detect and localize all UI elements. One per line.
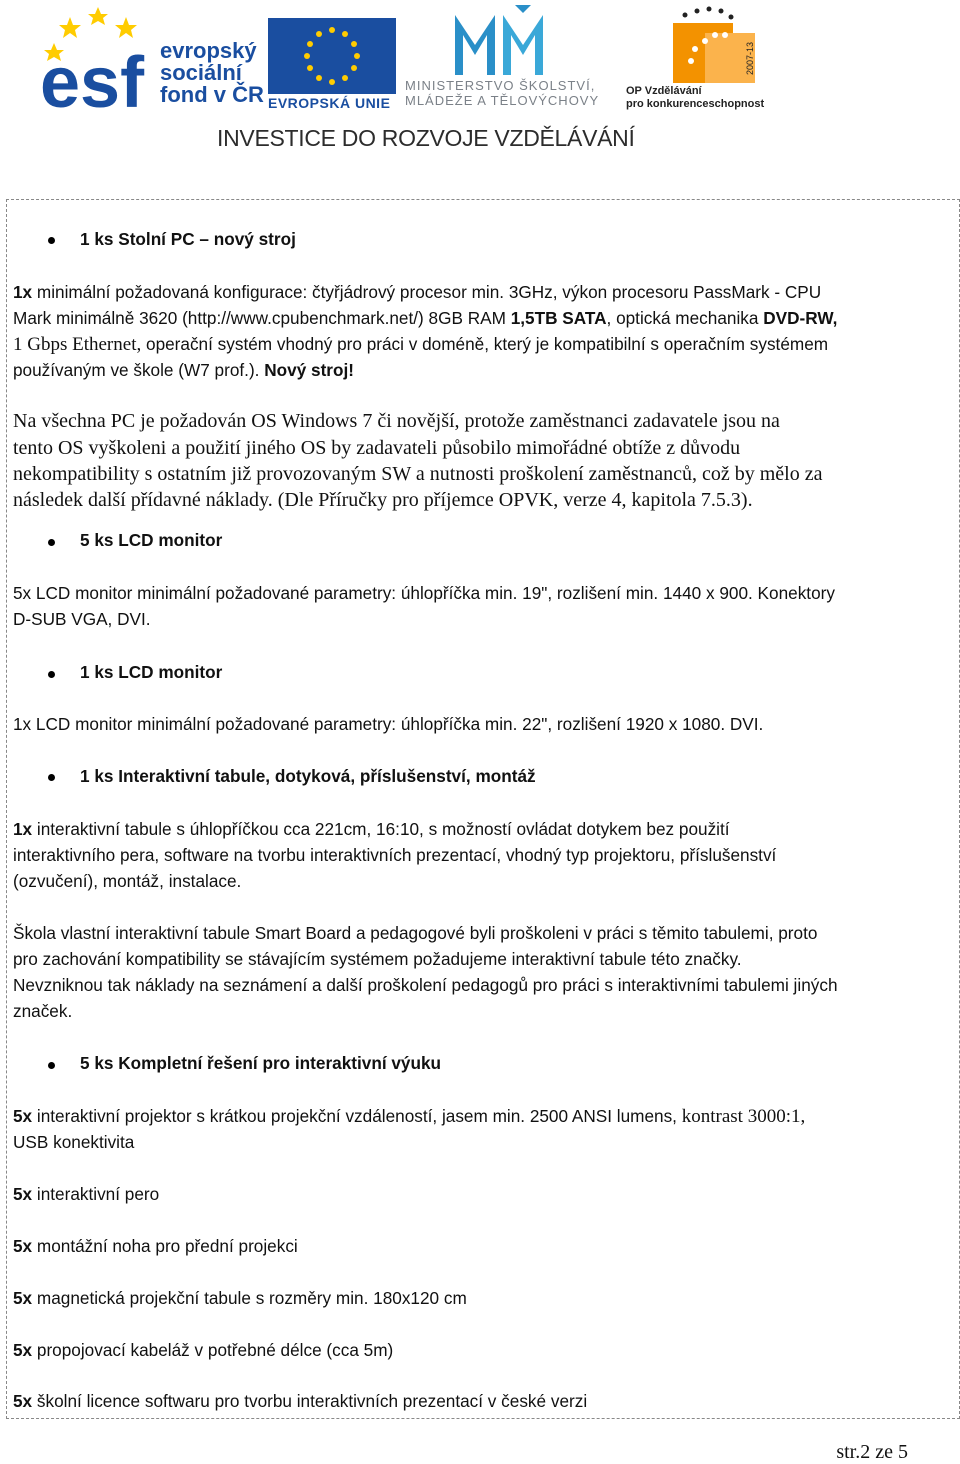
svg-text:esf: esf: [40, 43, 145, 115]
os-note-line-4: následek další přídavné náklady. (Dle Příručky pro příjemce OPVK, verze 4, kapitola 7.5.3).: [13, 489, 753, 511]
kit-item: 5x montážní noha pro přední projekci: [13, 1236, 298, 1256]
board-line-3: (ozvučení), montáž, instalace.: [13, 871, 242, 891]
section-heading-lcd1: 1 ks LCD monitor: [80, 662, 223, 682]
board-line-2: interaktivního pera, software na tvorbu interaktivních prezentací, vhodný typ projektoru, příslušenství: [13, 845, 777, 865]
header-tagline: INVESTICE DO ROZVOJE VZDĚLÁVÁNÍ: [217, 125, 635, 151]
eu-label: EVROPSKÁ UNIE: [268, 95, 391, 111]
bullet: [48, 671, 55, 678]
msmt-logo: [455, 5, 565, 77]
kit-item: USB konektivita: [13, 1132, 135, 1152]
smart-line-1: Škola vlastní interaktivní tabule Smart Board a pedagogové byli proškoleni v práci s těmito tabulemi, proto: [13, 923, 818, 943]
os-note-line-2: tento OS vyškoleni a použití jiného OS by zadavateli působilo mimořádné obtíže z důvodu: [13, 437, 741, 459]
bullet: [48, 237, 55, 244]
section-heading-pc: 1 ks Stolní PC – nový stroj: [80, 229, 296, 249]
eu-flag-icon: [268, 18, 396, 94]
section-heading-board: 1 ks Interaktivní tabule, dotyková, příslušenství, montáž: [80, 766, 536, 786]
lcd1-line-1: 1x LCD monitor minimální požadované parametry: úhlopříčka min. 22", rozlišení 1920 x 1080. DVI.: [13, 714, 764, 734]
kit-item: 5x interaktivní projektor s krátkou projekční vzdáleností, jasem min. 2500 ANSI lumens, kontrast 3000:1,: [13, 1106, 806, 1127]
bullet: [48, 774, 55, 781]
board-line-1: 1x interaktivní tabule s úhlopříčkou cca 221cm, 16:10, s možností ovládat dotykem bez použití: [13, 819, 730, 839]
bullet: [48, 539, 55, 546]
os-note-line-3: nekompatibility s ostatním již provozovaným SW a nutnosti proškolení zaměstnanců, což by mělo za: [13, 463, 823, 485]
kit-item: 5x propojovací kabeláž v potřebné délce (cca 5m): [13, 1340, 394, 1360]
lcd5-line-1: 5x LCD monitor minimální požadované parametry: úhlopříčka min. 19", rozlišení min. 1440 x 900. Konektory: [13, 583, 835, 603]
section-heading-lcd5: 5 ks LCD monitor: [80, 530, 223, 550]
op-name: OP Vzdělávání pro konkurenceschopnost: [626, 85, 765, 110]
bullet: [48, 1062, 55, 1069]
msmt-name: MINISTERSTVO ŠKOLSTVÍ, MLÁDEŽE A TĚLOVÝCHOVY: [405, 78, 600, 108]
section-heading-kit: 5 ks Kompletní řešení pro interaktivní výuku: [80, 1053, 442, 1073]
lcd5-line-2: D-SUB VGA, DVI.: [13, 609, 151, 629]
pc-spec-line-4: používaným ve škole (W7 prof.). Nový stroj!: [13, 360, 354, 380]
esf-name: evropský sociální fond v ČR: [160, 38, 264, 107]
smart-line-4: značek.: [13, 1001, 73, 1021]
pc-spec-line-1: 1x minimální požadovaná konfigurace: čtyřjádrový procesor min. 3GHz, výkon procesoru PassMark - CPU: [13, 282, 822, 302]
page-number: str.2 ze 5: [836, 1441, 908, 1463]
op-logo: [655, 5, 765, 85]
kit-item: 5x magnetická projekční tabule s rozměry min. 180x120 cm: [13, 1288, 467, 1308]
pc-spec-line-2: Mark minimálně 3620 (http://www.cpubenchmark.net/) 8GB RAM 1,5TB SATA, optická mechanika DVD-RW,: [13, 308, 838, 328]
esf-logo: [40, 5, 170, 115]
smart-line-2: pro zachování kompatibility se stávajícím systémem požadujeme interaktivní tabule této značky.: [13, 949, 742, 969]
os-note-line-1: Na všechna PC je požadován OS Windows 7 či novější, protože zaměstnanci zadavatele jsou na: [13, 410, 780, 432]
pc-spec-line-3: 1 Gbps Ethernet, operační systém vhodný pro práci v doméně, který je kompatibilní s operačním systémem: [13, 334, 829, 355]
kit-item: 5x interaktivní pero: [13, 1184, 160, 1204]
kit-item: 5x školní licence softwaru pro tvorbu interaktivních prezentací v české verzi: [13, 1391, 588, 1411]
smart-line-3: Nevzniknou tak náklady na seznámení a další proškolení pedagogů pro práci s interaktivními tabulemi jiných: [13, 975, 838, 995]
svg-text:2007-13: 2007-13: [745, 41, 755, 75]
